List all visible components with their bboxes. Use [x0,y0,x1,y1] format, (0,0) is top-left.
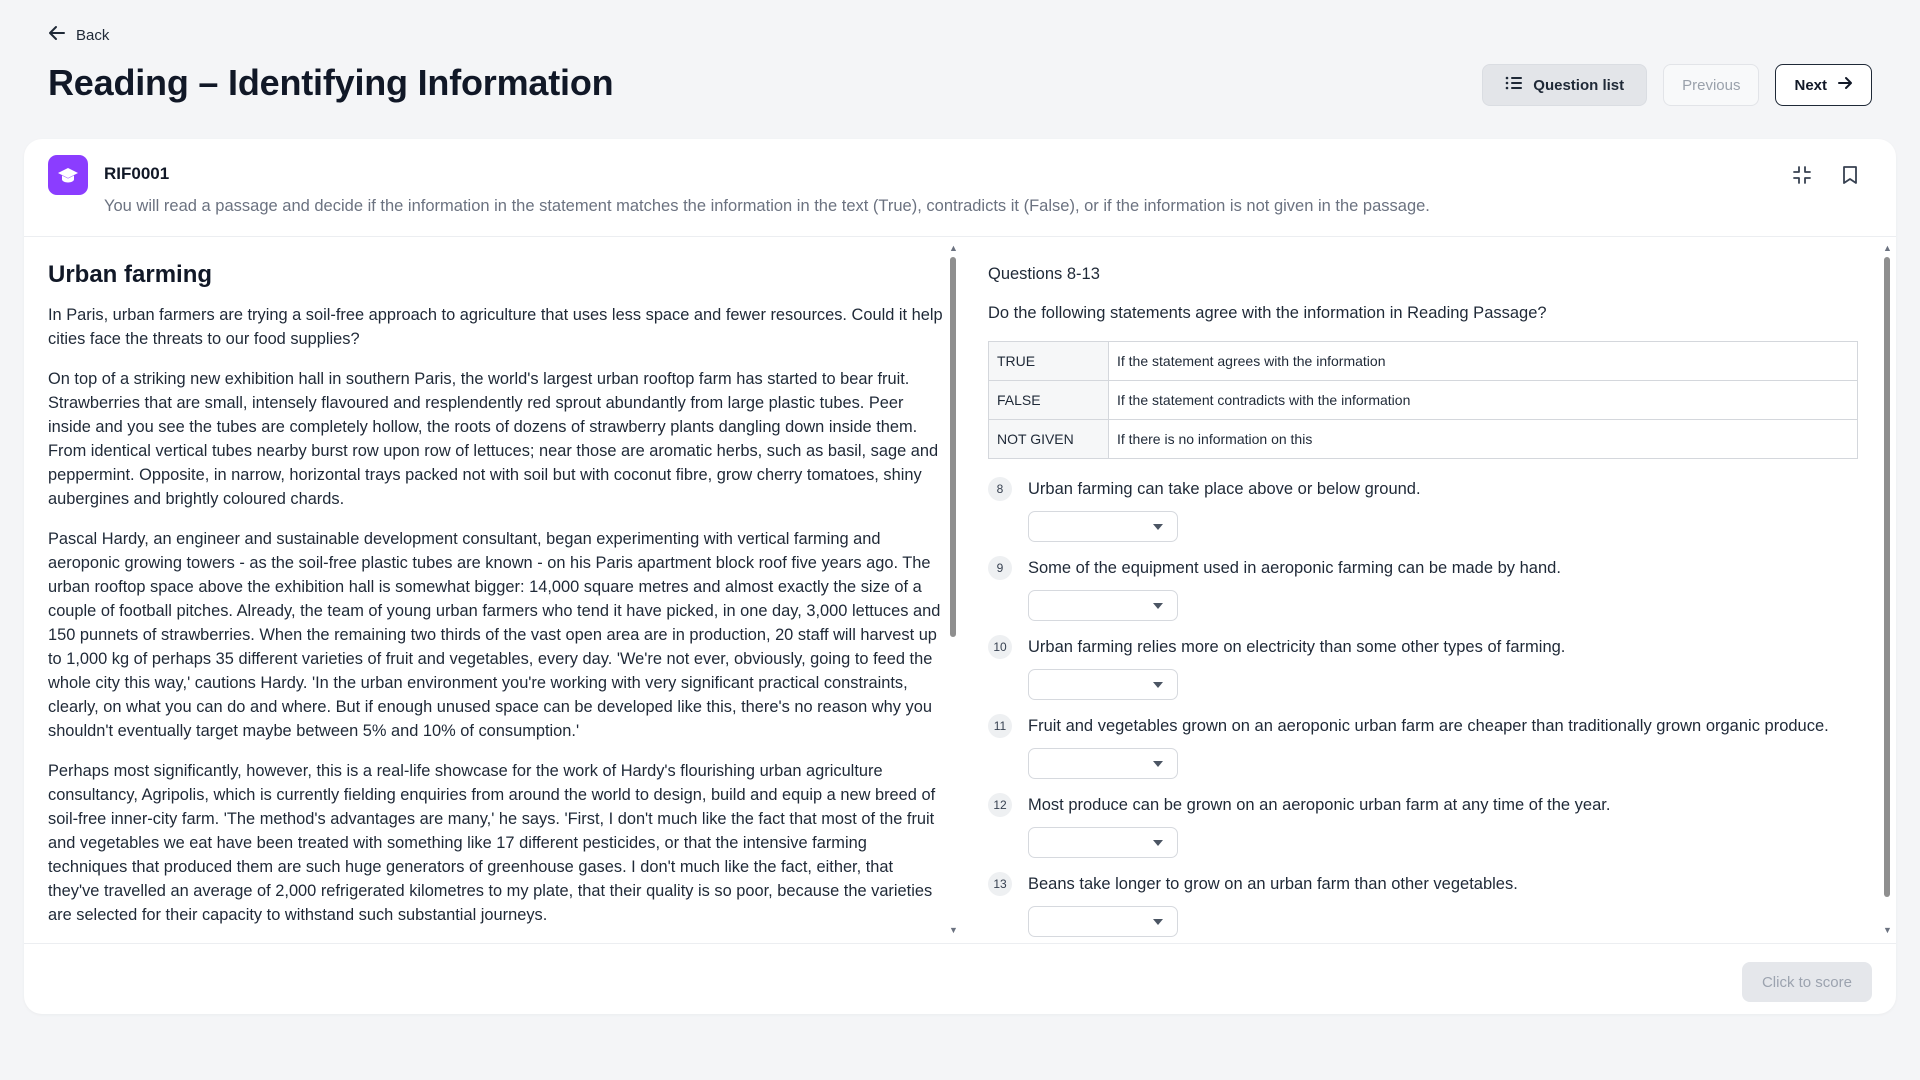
passage-paragraph: On top of a striking new exhibition hall in southern Paris, the world's largest urban rooftop farm has started to bear fruit. Strawberries that are small, intensely flavoured and resplendently red sprout abundantly from large plastic tubes. Peer inside and you see the tubes are completely hollow, the roots of dozens of strawberry plants dangling down inside them. From identical vertical tubes nearby burst row upon row of lettuces; near those are aromatic herbs, such as basil, sage and peppermint. Opposite, in narrow, horizontal trays packed not with soil but with coconut fibre, grow cherry tomatoes, shiny aubergines and brightly coloured chards. [48,370,939,508]
chevron-down-icon [1153,682,1163,688]
question-text: Most produce can be grown on an aeroponic urban farm at any time of the year. [1028,795,1611,814]
legend-key: TRUE [989,342,1109,381]
passage-paragraph: In Paris, urban farmers are trying a soil-free approach to agriculture that uses less space and fewer resources. Could it help cities face the threats to our food supplies? [48,306,943,348]
arrow-left-icon [48,24,66,46]
page-title: Reading – Identifying Information [48,62,614,103]
answer-legend-table [988,341,1858,459]
legend-row [989,381,1858,420]
legend-meaning: If the statement contradicts with the information [1109,381,1858,420]
answer-select[interactable] [1028,590,1178,621]
question-number: 11 [988,714,1012,738]
answer-select[interactable] [1028,748,1178,779]
passage-paragraph: Pascal Hardy, an engineer and sustainable development consultant, began experimenting with vertical farming and aeroponic growing towers - as the soil-free plastic tubes are known - on his Paris apartment block roof five years ago. The urban rooftop space above the exhibition hall is somewhat bigger: 14,000 square metres and almost exactly the size of a couple of football pitches. Already, the team of young urban farmers who tend it have picked, in one day, 3,000 lettuces and 150 punnets of strawberries. When the remaining two thirds of the vast open area are in production, 20 staff will harvest up to 1,000 kg of perhaps 35 different varieties of fruit and vegetables, every day. 'We're not ever, obviously, going to feed the whole city this way,' cautions Hardy. 'In the urban environment you're working with very significant practical constraints, clearly, on what you can do and where. But if enough unused space can be developed like this, there's no reason why you shouldn't eventually target maybe between 5% and 10% of consumption.' [48,530,941,740]
question-item [988,477,1868,542]
scroll-up-icon[interactable]: ▲ [949,243,958,253]
question-list-button[interactable] [1482,64,1647,106]
questions-range: Questions 8-13 [988,265,1100,283]
question-text: Some of the equipment used in aeroponic farming can be made by hand. [1028,558,1561,577]
question-number: 8 [988,477,1012,501]
bookmark-icon[interactable] [1838,163,1862,187]
question-number: 10 [988,635,1012,659]
question-text: Fruit and vegetables grown on an aeroponic urban farm are cheaper than traditionally grown organic produce. [1028,716,1829,735]
exercise-card [24,139,1896,1014]
previous-label: Previous [1682,76,1741,94]
graduation-cap-icon [48,155,88,195]
question-text: Beans take longer to grow on an urban farm than other vegetables. [1028,874,1518,893]
question-item [988,793,1868,858]
back-link[interactable] [48,24,109,46]
legend-row [989,342,1858,381]
question-list-label: Question list [1533,76,1625,94]
task-instructions: You will read a passage and decide if the information in the statement matches the information in the text (True), contradicts it (False), or if the information is not given in the passage. [104,197,1430,215]
top-actions [1482,64,1872,106]
question-item [988,872,1868,937]
next-button[interactable] [1775,64,1872,106]
answer-select[interactable] [1028,906,1178,937]
card-header [24,139,1896,237]
score-button[interactable]: Click to score [1742,962,1872,1002]
reading-passage[interactable] [48,253,948,943]
question-number: 13 [988,872,1012,896]
collapse-icon[interactable] [1790,163,1814,187]
questions-prompt: Do the following statements agree with the information in Reading Passage? [988,304,1547,322]
legend-row [989,420,1858,459]
question-number: 12 [988,793,1012,817]
answer-select[interactable] [1028,827,1178,858]
legend-key: NOT GIVEN [989,420,1109,459]
scroll-up-icon[interactable]: ▲ [1883,243,1892,253]
question-item [988,714,1868,779]
chevron-down-icon [1153,761,1163,767]
question-item [988,635,1868,700]
answer-select[interactable] [1028,669,1178,700]
list-icon [1505,75,1523,95]
legend-key: FALSE [989,381,1109,420]
chevron-down-icon [1153,919,1163,925]
questions-scrollbar[interactable] [1882,243,1892,935]
chevron-down-icon [1153,524,1163,530]
back-label: Back [76,26,110,44]
passage-scrollbar[interactable] [948,243,958,935]
previous-button[interactable] [1663,64,1759,106]
questions-scroll-thumb[interactable] [1884,257,1890,897]
passage-scroll-thumb[interactable] [950,257,956,637]
question-text: Urban farming can take place above or below ground. [1028,479,1421,498]
passage-paragraph: Perhaps most significantly, however, this is a real-life showcase for the work of Hardy's flourishing urban agriculture consultancy, Agripolis, which is currently fielding enquiries from around the world to design, build and equip a new breed of soil-free inner-city farm. 'The method's advantages are many,' he says. 'First, I don't much like the fact that most of the fruit and vegetables we eat have been treated with something like 17 different pesticides, or that the intensive farming techniques that produced them are such huge generators of greenhouse gases. I don't much like the fact, either, that they've travelled an average of 2,000 refrigerated kilometres to my plate, that their quality is so poor, because the varieties are selected for their capacity to withstand such substantial journeys. [48,762,936,924]
question-item [988,556,1868,621]
next-label: Next [1794,76,1827,94]
card-footer [24,943,1896,1014]
scroll-down-icon[interactable]: ▼ [1883,925,1892,935]
question-text: Urban farming relies more on electricity than some other types of farming. [1028,637,1566,656]
arrow-right-icon [1837,75,1853,95]
passage-title: Urban farming [48,261,213,288]
scroll-down-icon[interactable]: ▼ [949,925,958,935]
legend-meaning: If there is no information on this [1109,420,1858,459]
answer-select[interactable] [1028,511,1178,542]
legend-meaning: If the statement agrees with the information [1109,342,1858,381]
chevron-down-icon [1153,603,1163,609]
chevron-down-icon [1153,840,1163,846]
task-id: RIF0001 [104,164,170,183]
question-number: 9 [988,556,1012,580]
questions-panel[interactable] [988,253,1868,943]
